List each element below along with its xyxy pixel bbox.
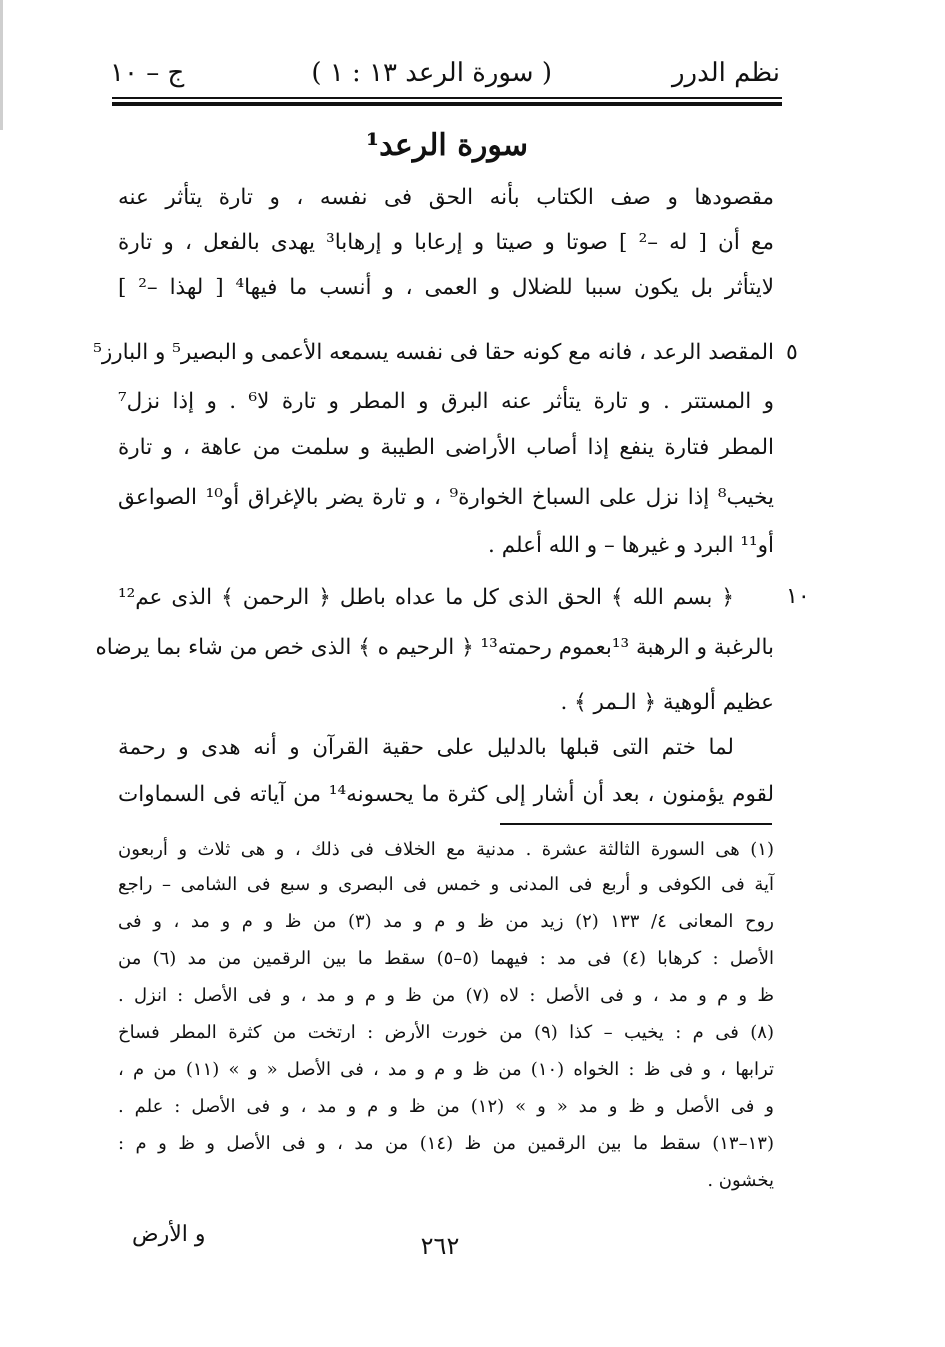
header-rule-thick (112, 102, 782, 106)
footnote-line: يخشون . (707, 1170, 774, 1191)
body-line: و المستتر . و تارة يتأثر عنه البرق و المطر و تارة لا⁶ . و إذا نزل⁷ (118, 389, 774, 414)
body-line: ﴿ بسم الله ﴾ الحق الذى كل ما عداه باطل ﴿ الرحمن ﴾ الذى عم¹² (118, 585, 734, 610)
book-title: نظم الدرر (671, 58, 780, 88)
running-header (110, 50, 780, 100)
body-line: أو¹¹ البرد و غيرها – و الله أعلم . (488, 533, 774, 558)
body-line: مقصودها و صف الكتاب بأنه الحق فى نفسه ، و تارة يتأثر عنه (118, 185, 774, 210)
margin-line-number: ١٠ (786, 584, 810, 609)
footnote-line: آية فى الكوفى و أربع فى المدنى و خمس فى البصرى و سبع فى الشامى – راجع (118, 874, 774, 895)
sura-title: سورة الرعد¹ (365, 128, 529, 163)
body-line: لايتأثر بل يكون سببا للضلال و العمى ، و أنسب ما فيها⁴ [ لهذا –² ] (118, 275, 774, 300)
page-number: ٢٦٢ (420, 1232, 460, 1260)
footnote-line: الأصل : كرهابا (٤) فى مد : فيهما (٥–٥) سقط ما بين الرقمين من مد (٦) من (118, 948, 775, 969)
footnote-line: روح المعانى ٤/ ١٣٣ (٢) زيد من ظ و م و مد (٣) من ظ و م و مد ، و فى (118, 911, 774, 932)
body-line: يخيب⁸ إذا نزل على السباخ الخوارة⁹ ، و تارة يضر بالإغراق أو¹⁰ الصواعق (118, 485, 774, 510)
header-rule-thin (112, 97, 782, 99)
body-line: لما ختم التى قبلها بالدليل على حقية القرآن و أنه هدى و رحمة (118, 735, 734, 760)
body-line: مع أن [ له –² ] صوتا و صيتا و إرعابا و إرهابا³ يهدى بالفعل ، و تارة (118, 230, 774, 255)
footnote-rule (500, 823, 772, 825)
catchword: و الأرض (132, 1222, 206, 1247)
footnote-line: (٨) فى م : يخيب – كذا (٩) من خورت الأرض : ارتخت من كثرة المطر فساخ (118, 1022, 774, 1043)
part-number: ج – ١٠ (110, 58, 185, 88)
margin-line-number: ٥ (786, 340, 798, 365)
body-line: عظيم ألوهية ﴿ الـمر ﴾ . (560, 690, 774, 715)
body-line: بالرغبة و الرهبة ¹³بعموم رحمته¹³ ﴿ الرحيم ه ﴾ الذى خص من شاء بما يرضاه (95, 635, 774, 660)
footnote-line: ترابها ، و فى ظ : الخواه (١٠) من ظ و م و مد ، فى الأصل « و » (١١) من م ، (118, 1059, 774, 1080)
sura-reference: ( سورة الرعد ١٣ : ١ ) (311, 58, 552, 88)
footnote-line: و فى الأصل و ظ و مد « و » (١٢) من ظ و م و مد ، و فى الأصل : علم . (118, 1096, 774, 1117)
footnote-line: (١٣–١٣) سقط ما بين الرقمين من ظ (١٤) من مد ، و فى الأصل و ظ و م : (118, 1133, 774, 1154)
footnote-line: ظ و م و مد ، و فى الأصل : لاه (٧) من ظ و م و مد ، و فى الأصل : انزل . (118, 985, 774, 1006)
footnote-line: (١) هى السورة الثالثة عشرة . مدنية مع الخلاف فى ذلك ، و هى ثلاث و أربعون (118, 839, 774, 860)
body-line: المقصد الرعد ، فانه مع كونه حقا فى نفسه يسمعه الأعمى و البصير⁵ و البارز⁵ (93, 340, 774, 365)
page-edge-mark (0, 0, 3, 130)
body-line: المطر فتارة ينفع إذا أصاب الأراضى الطيبة و سلمت من عاهة ، و تارة (118, 435, 774, 460)
body-line: لقوم يؤمنون ، بعد أن أشار إلى كثرة ما يحسونه¹⁴ من آياته فى السماوات (118, 782, 774, 807)
